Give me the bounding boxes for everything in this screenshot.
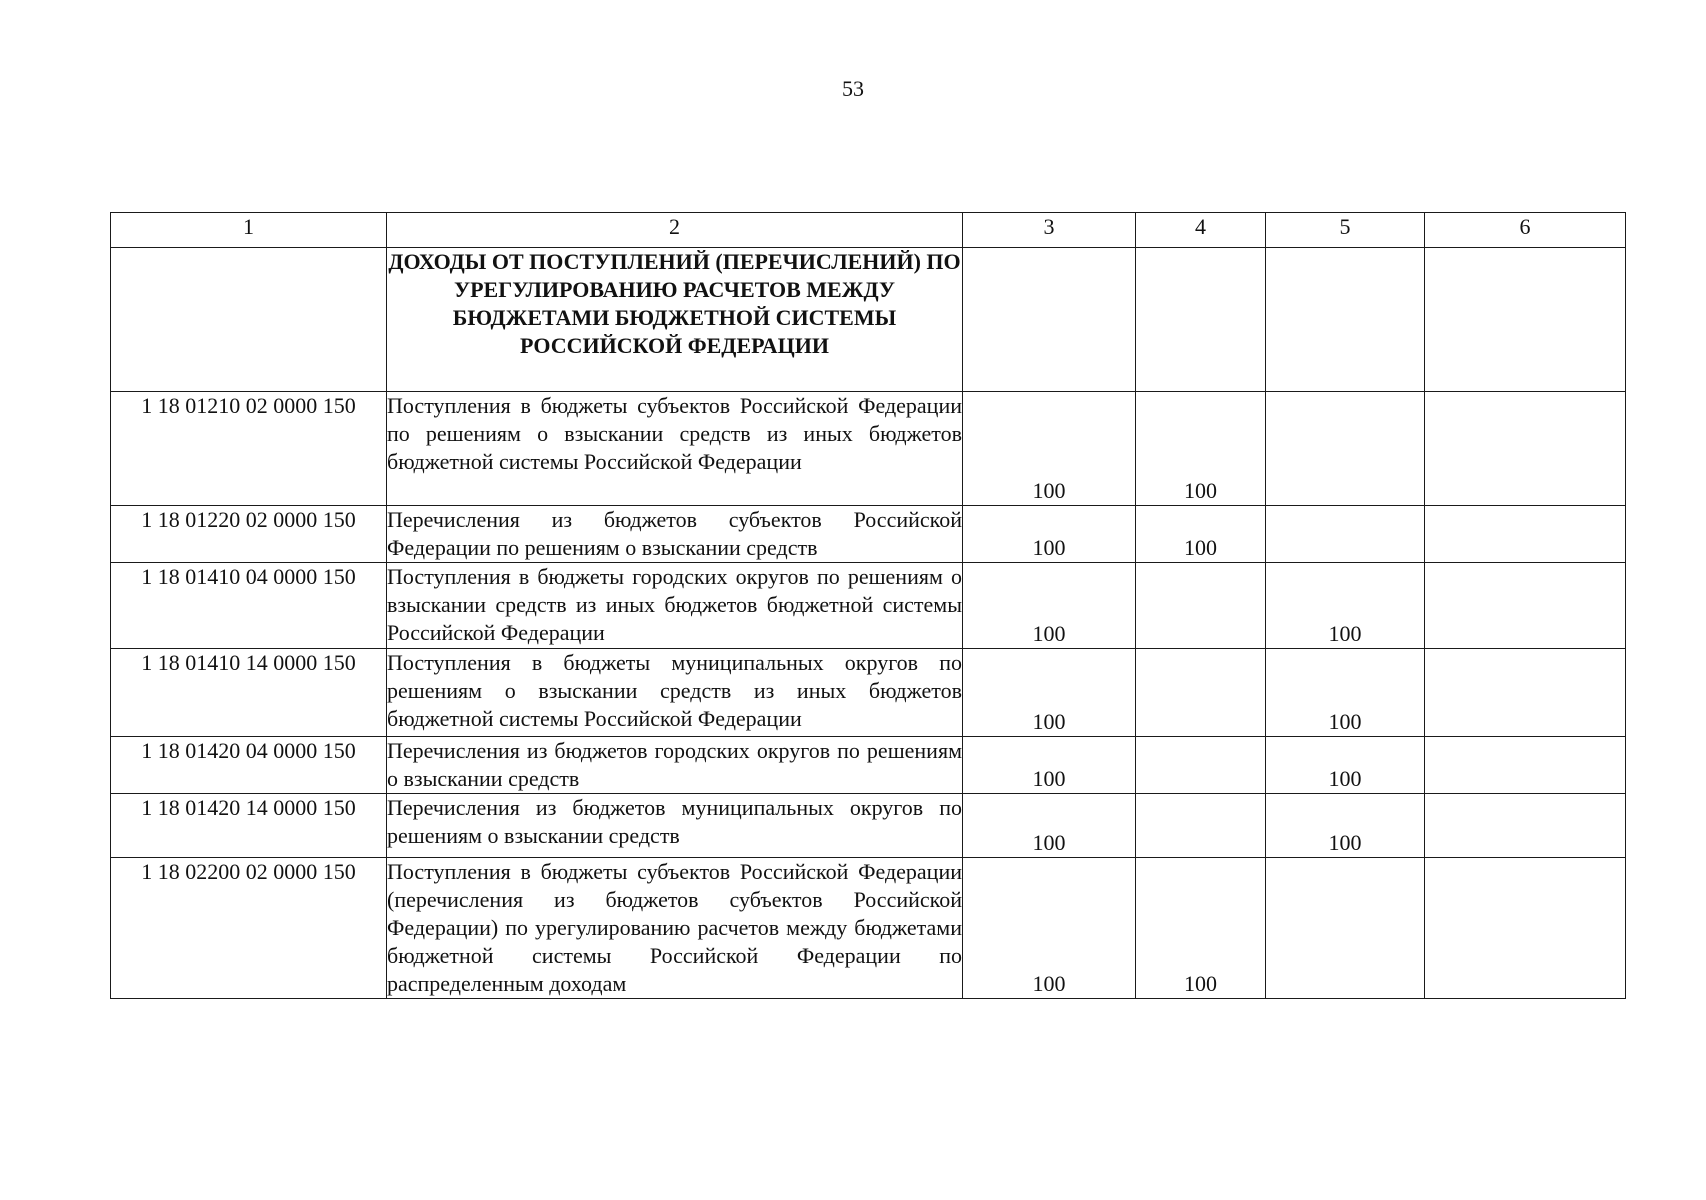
- table-row: [111, 649, 1626, 737]
- row-description: Перечисления из бюджетов субъектов Российской Федерации по решениям о взыскании средств: [387, 506, 963, 563]
- row-code: 1 18 02200 02 0000 150: [111, 858, 387, 999]
- row-value-col4: [1136, 794, 1266, 858]
- row-value-col6: [1425, 563, 1626, 649]
- column-header-3: 3: [963, 213, 1136, 248]
- row-value-col6: [1425, 506, 1626, 563]
- row-value-col3: 100: [963, 392, 1136, 506]
- row-value-col4: 100: [1136, 858, 1266, 999]
- section-code-cell: [111, 248, 387, 392]
- row-value-col6: [1425, 649, 1626, 737]
- section-title: ДОХОДЫ ОТ ПОСТУПЛЕНИЙ (ПЕРЕЧИСЛЕНИЙ) ПО УРЕГУЛИРОВАНИЮ РАСЧЕТОВ МЕЖДУ БЮДЖЕТАМИ БЮДЖЕТНОЙ СИСТЕМЫ РОССИЙСКОЙ ФЕДЕРАЦИИ: [387, 248, 963, 392]
- row-description: Перечисления из бюджетов муниципальных округов по решениям о взыскании средств: [387, 794, 963, 858]
- row-value-col6: [1425, 392, 1626, 506]
- row-value-col5: [1266, 392, 1425, 506]
- row-value-col5: 100: [1266, 649, 1425, 737]
- row-description: Поступления в бюджеты муниципальных округов по решениям о взыскании средств из иных бюджетов бюджетной системы Российской Федерации: [387, 649, 963, 737]
- table-row: [111, 506, 1626, 563]
- row-code: 1 18 01210 02 0000 150: [111, 392, 387, 506]
- column-header-2: 2: [387, 213, 963, 248]
- row-code: 1 18 01420 04 0000 150: [111, 737, 387, 794]
- row-value-col3: 100: [963, 858, 1136, 999]
- row-value-col3: 100: [963, 649, 1136, 737]
- section-cell-3: [963, 248, 1136, 392]
- table-row: [111, 858, 1626, 999]
- row-value-col4: [1136, 563, 1266, 649]
- column-header-5: 5: [1266, 213, 1425, 248]
- row-value-col5: [1266, 858, 1425, 999]
- row-value-col4: 100: [1136, 506, 1266, 563]
- section-cell-4: [1136, 248, 1266, 392]
- row-description: Поступления в бюджеты субъектов Российской Федерации по решениям о взыскании средств из иных бюджетов бюджетной системы Российской Федерации: [387, 392, 963, 506]
- row-value-col3: 100: [963, 506, 1136, 563]
- row-value-col4: [1136, 649, 1266, 737]
- column-header-1: 1: [111, 213, 387, 248]
- row-value-col6: [1425, 737, 1626, 794]
- row-value-col5: 100: [1266, 794, 1425, 858]
- row-description: Перечисления из бюджетов городских округов по решениям о взыскании средств: [387, 737, 963, 794]
- table-row: [111, 737, 1626, 794]
- section-heading-row: [111, 248, 1626, 392]
- row-value-col3: 100: [963, 563, 1136, 649]
- page-number: 53: [842, 76, 864, 101]
- table-row: [111, 392, 1626, 506]
- row-value-col4: 100: [1136, 392, 1266, 506]
- row-code: 1 18 01420 14 0000 150: [111, 794, 387, 858]
- row-code: 1 18 01410 14 0000 150: [111, 649, 387, 737]
- table-row: [111, 563, 1626, 649]
- row-code: 1 18 01220 02 0000 150: [111, 506, 387, 563]
- column-header-6: 6: [1425, 213, 1626, 248]
- revenue-table: [110, 212, 1626, 999]
- row-value-col4: [1136, 737, 1266, 794]
- row-value-col5: [1266, 506, 1425, 563]
- row-value-col3: 100: [963, 794, 1136, 858]
- row-value-col6: [1425, 794, 1626, 858]
- row-description: Поступления в бюджеты городских округов по решениям о взыскании средств из иных бюджетов бюджетной системы Российской Федерации: [387, 563, 963, 649]
- section-cell-6: [1425, 248, 1626, 392]
- row-value-col6: [1425, 858, 1626, 999]
- row-code: 1 18 01410 04 0000 150: [111, 563, 387, 649]
- row-description: Поступления в бюджеты субъектов Российской Федерации (перечисления из бюджетов субъектов Российской Федерации) по урегулированию расчетов между бюджетами бюджетной системы Российской Федерации по распределенным доходам: [387, 858, 963, 999]
- row-value-col3: 100: [963, 737, 1136, 794]
- table-row: [111, 794, 1626, 858]
- row-value-col5: 100: [1266, 563, 1425, 649]
- section-cell-5: [1266, 248, 1425, 392]
- column-header-4: 4: [1136, 213, 1266, 248]
- column-number-row: [111, 213, 1626, 248]
- row-value-col5: 100: [1266, 737, 1425, 794]
